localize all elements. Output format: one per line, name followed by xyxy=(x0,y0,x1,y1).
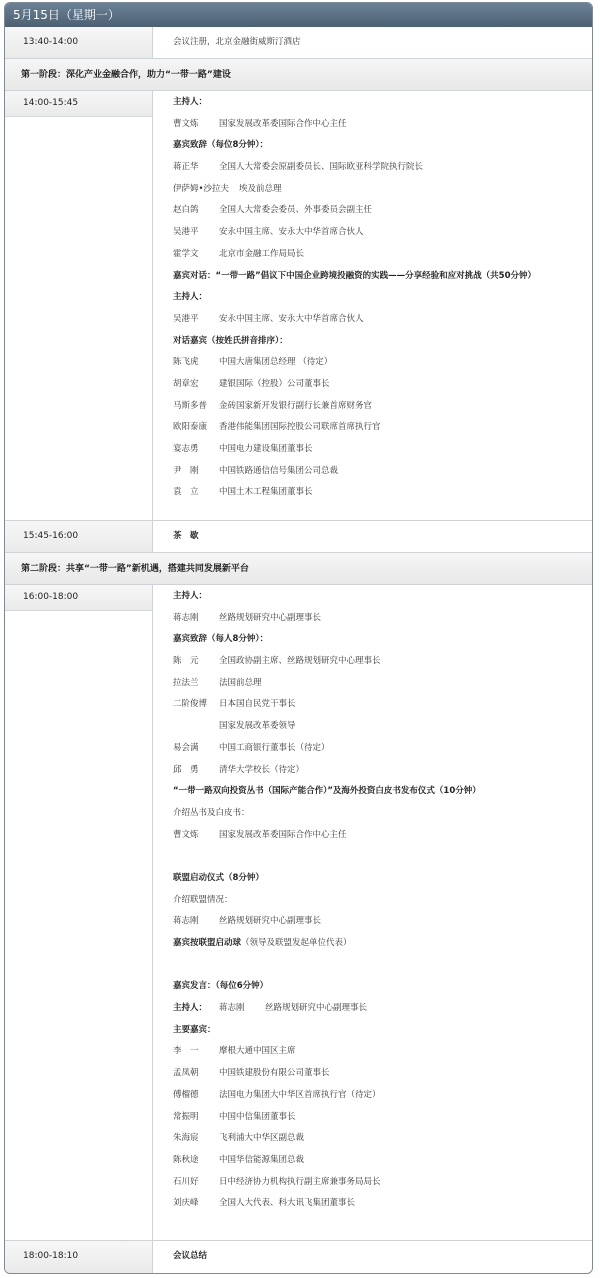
host-line xyxy=(173,998,592,1020)
person-title: 中国工商银行董事长（待定） xyxy=(219,742,330,753)
person-title: 法国电力集团大中华区首席执行官（待定） xyxy=(219,1089,381,1100)
person-name: 邱 勇 xyxy=(173,764,199,775)
person-title: 全国人大常委会原副委员长、国际欧亚科学院执行院长 xyxy=(219,162,424,173)
person-name: 蒋志刚 xyxy=(173,612,199,623)
person-line xyxy=(173,461,592,483)
person-title: 摩根大通中国区主席 xyxy=(219,1046,296,1057)
section-label: 主持人： xyxy=(173,591,208,601)
time-cell xyxy=(5,1241,153,1273)
person-name: 陈 元 xyxy=(173,656,199,667)
person-line xyxy=(173,179,592,201)
time-cell xyxy=(5,27,153,58)
person-title: 全国人大常委会委员、外事委员会副主任 xyxy=(219,205,373,216)
person-title: 全国政协副主席、丝路规划研究中心理事长 xyxy=(219,656,381,667)
person-title: 埃及前总理 xyxy=(239,183,282,194)
person-name: 袁 立 xyxy=(173,487,199,498)
person-title: 中国华信能源集团总裁 xyxy=(219,1154,305,1165)
person-name: 胡章宏 xyxy=(173,378,199,389)
agenda-row-summary xyxy=(5,1241,592,1273)
person-name: 吴港平 xyxy=(173,313,199,324)
person-title: 日中经济协力机构执行副主席兼事务局局长 xyxy=(219,1176,381,1187)
person-name: 曹文炼 xyxy=(173,829,199,840)
person-line xyxy=(173,1085,592,1107)
section-label: “一带一路双向投资丛书（国际产能合作）”及海外投资白皮书发布仪式（10分钟） xyxy=(173,786,481,797)
summary-text: 会议总结 xyxy=(173,1251,208,1261)
person-name: 陈飞虎 xyxy=(173,357,199,368)
person-line xyxy=(173,1193,592,1215)
section-label: 联盟启动仪式（8分钟） xyxy=(173,872,264,883)
blank-line xyxy=(173,846,592,868)
person-line xyxy=(173,651,592,673)
host-label: 主持人： xyxy=(173,1003,208,1014)
person-name: 赵白鸽 xyxy=(173,205,199,216)
agenda-table xyxy=(4,2,593,1274)
person-line xyxy=(173,222,592,244)
agenda-row-session1 xyxy=(5,91,592,521)
agenda-row-session2 xyxy=(5,585,592,1241)
person-line xyxy=(173,1063,592,1085)
phase1-title: 第一阶段：深化产业金融合作，助力“一带一路”建设 xyxy=(5,59,592,91)
person-title: 清华大学校长（待定） xyxy=(219,764,305,775)
person-line xyxy=(173,825,592,847)
person-name: 刘庆峰 xyxy=(173,1198,199,1209)
person-title: 中国大唐集团总经理 （待定） xyxy=(219,357,333,368)
person-title: 法国前总理 xyxy=(219,677,262,688)
person-line xyxy=(173,673,592,695)
person-title: 国家发展改革委国际合作中心主任 xyxy=(219,829,347,840)
session1-content xyxy=(153,91,592,520)
section-label: 主持人： xyxy=(173,97,208,107)
person-line xyxy=(173,114,592,136)
person-name: 傅榴德 xyxy=(173,1089,199,1100)
person-line xyxy=(173,200,592,222)
section-label: 嘉宾发言：（每位6分钟） xyxy=(173,981,269,992)
section-label: 主要嘉宾： xyxy=(173,1024,216,1035)
phase2-title: 第二阶段：共享“一带一路”新机遇，搭建共同发展新平台 xyxy=(5,553,592,585)
time-cell xyxy=(5,521,153,552)
tea-break-text: 茶 歇 xyxy=(173,531,199,541)
mixed-line xyxy=(173,933,592,955)
person-name: 李 一 xyxy=(173,1046,199,1057)
person-name: 吴港平 xyxy=(173,227,199,238)
person-name: 霍学文 xyxy=(173,248,199,259)
time-label: 14:00-15:45 xyxy=(5,91,152,117)
person-name: 曹文炼 xyxy=(173,118,199,129)
plain-line: 介绍联盟情况： xyxy=(173,894,233,905)
section-label: 嘉宾致辞（每位8分钟）： xyxy=(173,140,269,151)
person-line xyxy=(173,1041,592,1063)
person-line xyxy=(173,352,592,374)
person-title: 全国人大代表、科大讯飞集团董事长 xyxy=(219,1198,356,1209)
plain-line: 介绍丛书及白皮书： xyxy=(173,807,250,818)
person-name: 朱海宸 xyxy=(173,1133,199,1144)
person-name: 孟凤朝 xyxy=(173,1068,199,1079)
time-cell xyxy=(5,91,153,520)
person-line xyxy=(173,911,592,933)
person-line xyxy=(173,374,592,396)
section-label: 嘉宾致辞（每人8分钟）： xyxy=(173,634,269,645)
day-header: 5月15日（星期一） xyxy=(5,3,592,27)
person-name: 伊萨姆•沙拉夫 xyxy=(173,183,230,194)
person-title: 丝路规划研究中心副理事长 xyxy=(219,916,322,927)
section-label: 主持人： xyxy=(173,292,208,303)
person-name: 石川好 xyxy=(173,1176,199,1187)
person-line xyxy=(173,738,592,760)
person-name: 陈秋途 xyxy=(173,1154,199,1165)
session2-content xyxy=(153,585,592,1240)
person-line xyxy=(173,1172,592,1194)
person-title: 建银国际（控股）公司董事长 xyxy=(219,378,330,389)
time-cell xyxy=(5,585,153,1240)
person-title: 中国铁建股份有限公司董事长 xyxy=(219,1068,330,1079)
person-title: 安永中国主席、安永大中华首席合伙人 xyxy=(219,227,364,238)
time-label: 15:45-16:00 xyxy=(5,521,152,552)
person-name: 蒋正华 xyxy=(173,162,199,173)
person-name: 欧阳泰康 xyxy=(173,422,208,433)
blank-line xyxy=(173,955,592,977)
person-line xyxy=(173,694,592,716)
person-name: 拉法兰 xyxy=(173,677,199,688)
person-title: 香港伟能集团国际控股公司联席首席执行官 xyxy=(219,422,381,433)
agenda-row-registration xyxy=(5,27,592,59)
person-title: 北京市金融工作局局长 xyxy=(219,248,305,259)
person-line xyxy=(173,244,592,266)
person-title: 中国铁路通信信号集团公司总裁 xyxy=(219,465,339,476)
person-line xyxy=(173,760,592,782)
person-title: 金砖国家新开发银行副行长兼首席财务官 xyxy=(219,400,373,411)
person-name: 尹 刚 xyxy=(173,465,199,476)
time-label: 18:00-18:10 xyxy=(5,1241,152,1272)
person-name: 常振明 xyxy=(173,1111,199,1122)
person-line xyxy=(173,1107,592,1129)
person-line xyxy=(173,1150,592,1172)
person-title: 国家发展改革委领导 xyxy=(219,721,296,732)
agenda-row-tea-break xyxy=(5,521,592,553)
person-title: 国家发展改革委国际合作中心主任 xyxy=(219,118,347,129)
person-name: 易会满 xyxy=(173,742,199,753)
person-name: 二阶俊博 xyxy=(173,699,208,710)
person-title: 中国土木工程集团董事长 xyxy=(219,487,313,498)
person-line xyxy=(173,157,592,179)
person-line xyxy=(173,1128,592,1150)
mixed-plain: （领导及联盟发起单位代表） xyxy=(241,938,352,948)
person-title: 中国电力建设集团董事长 xyxy=(219,444,313,454)
person-line xyxy=(173,482,592,504)
person-title: 安永中国主席、安永大中华首席合伙人 xyxy=(219,313,364,324)
mixed-bold: 嘉宾按联盟启动球 xyxy=(173,938,242,948)
person-line xyxy=(173,417,592,439)
section-label: 嘉宾对话：“一带一路”倡议下中国企业跨境投融资的实践——分享经验和应对挑战（共50分钟） xyxy=(173,270,537,281)
person-line xyxy=(173,716,592,738)
person-name: 马斯多普 xyxy=(173,400,208,411)
person-title: 丝路规划研究中心副理事长 xyxy=(219,612,322,623)
registration-text: 会议注册，北京金融街威斯汀酒店 xyxy=(173,37,301,47)
person-title: 日本国自民党干事长 xyxy=(219,699,296,710)
person-name: 宴志勇 xyxy=(173,444,199,454)
person-name: 蒋志刚 xyxy=(173,916,199,927)
person-title: 丝路规划研究中心副理事长 xyxy=(265,1003,368,1014)
person-title: 飞利浦大中华区副总裁 xyxy=(219,1133,305,1144)
person-line xyxy=(173,309,592,331)
person-line xyxy=(173,608,592,630)
person-line xyxy=(173,439,592,461)
person-title: 中国中信集团董事长 xyxy=(219,1111,296,1122)
person-line xyxy=(173,396,592,418)
person-name: 蒋志刚 xyxy=(219,1003,245,1014)
section-label: 对话嘉宾（按姓氏拼音排序）： xyxy=(173,335,288,346)
time-label: 16:00-18:00 xyxy=(5,585,152,611)
time-label: 13:40-14:00 xyxy=(5,27,152,58)
